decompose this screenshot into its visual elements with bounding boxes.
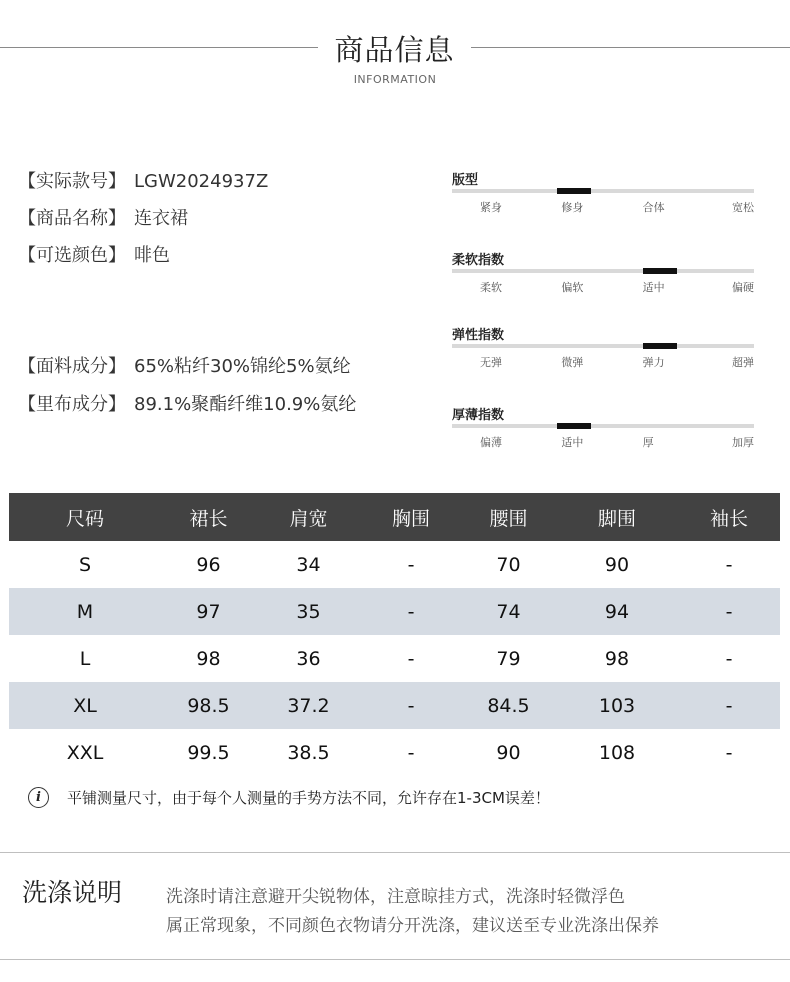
attr-option: 厚	[642, 436, 654, 449]
table-cell: 98	[604, 647, 630, 670]
table-cell: 103	[556, 682, 678, 729]
attr-title: 柔软指数	[452, 253, 505, 268]
table-cell: -	[725, 647, 733, 670]
size-table-header	[9, 493, 780, 541]
attr-options	[452, 199, 756, 215]
info-value: 啡色	[134, 245, 170, 266]
table-cell: 74	[461, 588, 556, 635]
table-cell: 70	[496, 553, 521, 576]
size-table	[9, 493, 780, 776]
table-cell: -	[678, 682, 780, 729]
table-row	[9, 682, 780, 729]
attr-options	[452, 279, 756, 295]
measurement-note	[28, 787, 550, 808]
table-cell: -	[407, 741, 415, 764]
attr-option: 修身	[561, 201, 584, 214]
table-cell: 36	[296, 647, 321, 670]
table-cell: M	[9, 588, 161, 635]
table-cell: -	[407, 647, 415, 670]
washing-line: 洗涤时请注意避开尖锐物体，注意晾挂方式，洗涤时轻微浮色	[166, 887, 625, 907]
info-label: 【实际款号】	[18, 171, 126, 192]
attr-option: 宽松	[731, 201, 754, 214]
attr-track	[452, 344, 754, 348]
attr-option: 微弹	[561, 356, 584, 369]
attr-option: 加厚	[731, 436, 754, 449]
info-row-fabric	[18, 352, 351, 378]
column-header: 脚围	[556, 493, 678, 541]
info-row-colors	[18, 241, 170, 267]
note-text: 平铺测量尺寸，由于每个人测量的手势方法不同，允许存在1-3CM误差！	[67, 789, 550, 807]
column-header: 袖长	[678, 493, 780, 541]
table-cell: 99.5	[187, 741, 230, 764]
washing-title: 洗涤说明	[22, 878, 123, 907]
table-cell: 79	[496, 647, 521, 670]
info-label: 【可选颜色】	[18, 245, 126, 266]
info-icon: i	[28, 787, 49, 808]
table-cell: XXL	[66, 741, 104, 764]
table-cell: 84.5	[461, 682, 556, 729]
attr-marker	[643, 343, 677, 349]
table-cell: 90	[496, 741, 521, 764]
attr-track	[452, 269, 754, 273]
table-cell: 98.5	[161, 682, 256, 729]
info-value: 65%粘纤30%锦纶5%氨纶	[134, 356, 351, 377]
attr-option: 偏软	[561, 281, 584, 294]
table-cell: 90	[604, 553, 630, 576]
table-cell: 97	[161, 588, 256, 635]
info-row-lining	[18, 390, 356, 416]
attr-option: 无弹	[480, 356, 502, 369]
page-title: 商品信息	[334, 33, 455, 67]
attr-option: 合体	[642, 201, 665, 214]
attr-option: 紧身	[480, 201, 502, 214]
attr-track	[452, 189, 754, 193]
table-cell: -	[407, 553, 415, 576]
attr-track	[452, 424, 754, 428]
table-cell: 38.5	[287, 741, 330, 764]
attr-thickness	[452, 404, 756, 450]
info-label: 【面料成分】	[18, 356, 126, 377]
column-header: 裙长	[161, 493, 256, 541]
table-cell: -	[725, 741, 733, 764]
attr-elasticity	[452, 324, 756, 370]
info-row-style-number	[18, 167, 268, 193]
info-value: LGW2024937Z	[134, 171, 269, 192]
table-row	[9, 588, 780, 635]
table-cell: 35	[256, 588, 361, 635]
divider	[0, 959, 790, 960]
attr-marker	[643, 268, 677, 274]
column-header: 胸围	[361, 493, 461, 541]
table-cell: -	[725, 553, 733, 576]
table-cell: 98	[196, 647, 221, 670]
table-row	[9, 541, 780, 588]
table-cell: 37.2	[256, 682, 361, 729]
attr-marker	[557, 423, 591, 429]
column-header: 腰围	[461, 493, 556, 541]
page-subtitle: INFORMATION	[353, 73, 437, 86]
info-label: 【里布成分】	[18, 394, 126, 415]
info-value: 89.1%聚酯纤维10.9%氨纶	[134, 394, 357, 415]
attr-options	[452, 434, 756, 450]
attr-option: 适中	[642, 281, 665, 294]
table-cell: -	[361, 588, 461, 635]
attr-title: 版型	[452, 173, 479, 188]
table-cell: -	[361, 682, 461, 729]
attr-title: 弹性指数	[452, 328, 505, 343]
table-row	[9, 729, 780, 776]
header-divider-right	[471, 47, 790, 48]
attr-option: 柔软	[480, 281, 502, 294]
table-cell: S	[78, 553, 92, 576]
attr-option: 偏硬	[731, 281, 754, 294]
header-divider-left	[0, 47, 318, 48]
attr-marker	[557, 188, 591, 194]
attr-option: 弹力	[642, 356, 665, 369]
attr-fit	[452, 169, 756, 215]
column-header: 尺码	[9, 493, 161, 541]
info-row-product-name	[18, 204, 188, 230]
washing-line: 属正常现象，不同颜色衣物请分开洗涤，建议送至专业洗涤出保养	[166, 916, 659, 936]
attr-title: 厚薄指数	[452, 408, 505, 423]
attr-softness	[452, 249, 756, 295]
attr-option: 超弹	[731, 356, 754, 369]
table-cell: L	[79, 647, 91, 670]
column-header: 肩宽	[256, 493, 361, 541]
divider	[0, 852, 790, 853]
attr-option: 偏薄	[480, 436, 502, 449]
attr-options	[452, 354, 756, 370]
table-cell: -	[678, 588, 780, 635]
info-label: 【商品名称】	[18, 208, 126, 229]
table-cell: XL	[9, 682, 161, 729]
info-value: 连衣裙	[134, 208, 188, 229]
table-cell: 34	[296, 553, 321, 576]
table-cell: 108	[598, 741, 636, 764]
table-cell: 96	[196, 553, 221, 576]
table-cell: 94	[556, 588, 678, 635]
table-row	[9, 635, 780, 682]
attr-option: 适中	[561, 436, 584, 449]
